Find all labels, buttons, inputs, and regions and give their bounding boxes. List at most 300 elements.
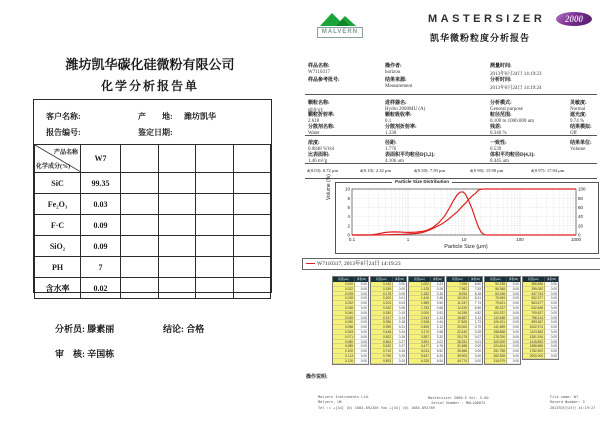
size-cell: 0.283 (371, 311, 393, 316)
component-value: 0.02 (81, 278, 121, 299)
size-cell: 2.518 (409, 320, 431, 325)
volume-cell: 0.00 (355, 320, 368, 325)
field-label: 样品参考批号: (308, 78, 340, 83)
volume-cell: 1.64 (431, 320, 444, 325)
size-cell: 5.637 (409, 354, 431, 359)
info-field (385, 123, 417, 136)
field-label: 残差: (490, 125, 502, 130)
analyst-label: 分析员: (55, 324, 85, 334)
info-field (308, 76, 340, 84)
info-field (385, 139, 397, 152)
size-header-cell: 粒径(μm) (333, 277, 355, 282)
volume-cell: 0.24 (393, 359, 406, 364)
field-label: 分散剂名称: (308, 125, 335, 130)
axis-tick-label: 2 (347, 223, 350, 229)
volume-cell: 0.24 (393, 330, 406, 335)
percentile-value: d(0.97): 17.84 μm (531, 168, 565, 173)
size-cell: 0.025 (333, 292, 355, 297)
field-value: Volume (570, 146, 586, 152)
empty-cell (196, 145, 234, 173)
field-label: 灵敏度: (570, 101, 587, 106)
size-cell: 282.508 (485, 354, 507, 359)
volume-cell: 0.00 (355, 340, 368, 345)
legend-text: W7110317, 2013年8月24日 14:19:23 (317, 261, 401, 267)
size-cell: 15.887 (447, 316, 469, 321)
volume-header-cell: 体积(%) (546, 278, 557, 281)
field-value: 0.0848 %Vol (308, 146, 335, 152)
size-table-group (522, 276, 559, 360)
volume-cell: 0.00 (545, 282, 558, 287)
volume-cell: 0.21 (393, 325, 406, 330)
footer-line: Record Number: 3 (550, 400, 585, 405)
axis-tick-label: 1 (406, 237, 410, 242)
info-field (490, 111, 534, 124)
volume-cell: 0.00 (393, 282, 406, 287)
info-field (490, 151, 535, 164)
size-cell: 0.056 (333, 325, 355, 330)
volume-cell: 0.00 (545, 311, 558, 316)
volume-cell: 0.00 (355, 282, 368, 287)
field-value: Normal (570, 106, 586, 112)
axis-tick-label: 100 (516, 237, 524, 242)
malvern-mountains-icon (316, 10, 364, 27)
volume-cell: 0.10 (393, 311, 406, 316)
size-cell: 2000.000 (523, 354, 545, 359)
axis-tick-label: 100 (578, 186, 586, 192)
volume-cell: 0.00 (545, 296, 558, 301)
size-cell: 56.368 (485, 287, 507, 292)
volume-cell: 0.00 (355, 349, 368, 354)
info-field (385, 76, 412, 89)
volume-cell: 0.00 (393, 287, 406, 292)
field-label: 结果单位: (570, 141, 592, 146)
footer-line: 2013年8月24日 14:19:27 (550, 405, 596, 410)
size-cell: 44.774 (447, 359, 469, 364)
volume-cell: 0.00 (545, 316, 558, 321)
size-table-group (446, 276, 483, 365)
volume-cell: 0.06 (393, 306, 406, 311)
info-field (385, 62, 402, 75)
volume-cell: 0.00 (355, 292, 368, 297)
size-cell: 709.627 (523, 311, 545, 316)
info-field (570, 99, 587, 112)
field-value: W7110317 (308, 69, 331, 75)
mastersizer-wordmark: MASTERSIZER (428, 13, 546, 25)
size-cell: 11.247 (447, 301, 469, 306)
size-cell: 251.785 (485, 349, 507, 354)
component-value: 7 (81, 257, 121, 278)
size-cell: 1261.915 (523, 335, 545, 340)
size-cell: 100.237 (485, 311, 507, 316)
diagonal-header-cell (35, 145, 81, 173)
chem-grid (34, 144, 271, 299)
field-label: 径距: (385, 141, 397, 146)
axis-tick-label: 0.1 (348, 237, 356, 242)
field-value: 8.445 um (490, 158, 509, 164)
field-label: 操作者: (385, 64, 402, 69)
volume-cell: 0.50 (431, 301, 444, 306)
axis-tick-label: 1000 (570, 237, 582, 242)
footer-line: Malvern, UK (318, 400, 342, 405)
volume-cell: 0.00 (507, 306, 520, 311)
chart-x-axis-label: Particle Size (μm) (444, 244, 488, 250)
size-cell: 399.052 (523, 287, 545, 292)
size-cell: 0.252 (371, 306, 393, 311)
volume-cell: 1.73 (469, 320, 482, 325)
size-table-group (484, 276, 521, 365)
field-value: 0.539 (490, 146, 502, 152)
size-cell: 1.125 (409, 287, 431, 292)
field-value: 4.106 um (385, 158, 404, 164)
axis-tick-label: 80 (578, 195, 584, 201)
volume-cell: 0.07 (469, 335, 482, 340)
size-cell: 224.404 (485, 344, 507, 349)
volume-cell: 0.00 (393, 292, 406, 297)
volume-cell: 0.00 (355, 354, 368, 359)
malvern-wordmark: MALVERN (317, 27, 363, 38)
volume-cell: 0.00 (355, 301, 368, 306)
volume-cell: 0.00 (545, 335, 558, 340)
size-cell: 39.905 (447, 354, 469, 359)
volume-cell: 0.00 (545, 287, 558, 292)
origin-value: 潍坊凯华 (184, 112, 216, 121)
table-row (35, 194, 271, 215)
component-value: 0.03 (81, 194, 121, 215)
info-field (308, 62, 330, 75)
size-cell: 126.191 (485, 320, 507, 325)
component-name: 含水率 (35, 278, 81, 299)
volume-cell: 7.53 (469, 287, 482, 292)
volume-cell: 3.32 (431, 335, 444, 340)
size-header-cell: 粒径(μm) (447, 277, 469, 282)
volume-cell: 8.18 (469, 292, 482, 297)
field-value: Off (570, 130, 577, 136)
volume-cell: 0.00 (507, 296, 520, 301)
volume-header-cell: 体积(%) (356, 278, 367, 281)
volume-cell: 0.18 (393, 320, 406, 325)
info-field (490, 62, 542, 77)
component-value: 99.35 (81, 173, 121, 194)
size-cell: 50.238 (485, 282, 507, 287)
size-cell: 1002.374 (523, 325, 545, 330)
size-cell: 2.244 (409, 316, 431, 321)
size-cell: 0.063 (333, 330, 355, 335)
size-cell: 1.002 (409, 282, 431, 287)
axis-tick-label: 10 (461, 237, 467, 242)
volume-cell: 0.00 (355, 330, 368, 335)
size-cell: 200.000 (485, 340, 507, 345)
size-table-group (370, 276, 407, 365)
axis-tick-label: 10 (344, 186, 350, 192)
field-label: 浓度: (308, 141, 320, 146)
volume-cell: 0.00 (545, 306, 558, 311)
size-cell: 1.262 (409, 292, 431, 297)
chem-report-table (33, 99, 272, 293)
volume-cell: 0.00 (355, 311, 368, 316)
size-cell: 0.022 (333, 287, 355, 292)
size-cell: 0.020 (333, 282, 355, 287)
footer-line: Malvern Instruments Ltd. (318, 395, 370, 399)
volume-cell: 0.00 (507, 287, 520, 292)
volume-cell: 0.00 (507, 335, 520, 340)
table-row (35, 278, 271, 299)
size-cell: 178.250 (485, 335, 507, 340)
volume-cell: 0.26 (431, 287, 444, 292)
size-cell: 2.825 (409, 325, 431, 330)
axis-tick-label: 60 (578, 205, 584, 210)
size-cell: 8.934 (447, 292, 469, 297)
chart-y-axis-label: Volume (%) (326, 174, 332, 200)
size-cell: 6.325 (409, 359, 431, 364)
field-value: horizon (385, 69, 401, 75)
size-cell: 0.448 (371, 330, 393, 335)
volume-cell: 2.68 (431, 330, 444, 335)
volume-cell: 3.13 (469, 316, 482, 321)
volume-cell: 0.00 (355, 316, 368, 321)
size-cell: 3.991 (409, 340, 431, 345)
field-value: 2013年8月24日 14:19:24 (490, 85, 542, 91)
volume-cell: 0.00 (355, 296, 368, 301)
volume-cell: 0.00 (507, 340, 520, 345)
size-table-row (485, 359, 520, 364)
field-value: 0.346 % (490, 130, 507, 136)
footer-version-block (428, 396, 489, 407)
volume-header-cell: 体积(%) (470, 278, 481, 281)
info-field (385, 151, 435, 164)
size-cell: 0.080 (333, 340, 355, 345)
volume-cell: 0.68 (431, 306, 444, 311)
size-cell: 35.566 (447, 349, 469, 354)
volume-cell: 0.00 (355, 344, 368, 349)
size-cell: 0.317 (371, 316, 393, 321)
field-value: 碳化硅 (308, 108, 324, 114)
axis-tick-label: 4 (347, 214, 350, 220)
chart-curve (352, 189, 576, 235)
volume-cell: 0.00 (507, 292, 520, 297)
volume-cell: 4.02 (431, 340, 444, 345)
size-cell: 25.179 (447, 335, 469, 340)
volume-cell: 0.00 (545, 340, 558, 345)
mastersizer-2000-badge: 2000 (556, 12, 592, 26)
size-header-cell: 粒径(μm) (523, 277, 545, 282)
empty-cell (121, 145, 159, 173)
field-value: 1.776 (385, 146, 397, 152)
volume-header-cell: 体积(%) (432, 278, 443, 281)
volume-cell: 8.31 (469, 296, 482, 301)
size-cell: 0.142 (371, 282, 393, 287)
size-cell: 0.100 (333, 349, 355, 354)
volume-cell: 6.26 (431, 354, 444, 359)
volume-cell: 0.00 (355, 325, 368, 330)
volume-cell: 0.00 (545, 301, 558, 306)
size-cell: 158.866 (485, 330, 507, 335)
percentile-value: d(0.50): 7.59 μm (414, 168, 446, 173)
volume-cell: 0.00 (469, 354, 482, 359)
field-label: 颗粒吸收率: (385, 113, 412, 118)
size-cell: 14.159 (447, 311, 469, 316)
volume-cell: 0.14 (393, 316, 406, 321)
product-name-cell: W7 (81, 145, 121, 173)
volume-cell: 5.52 (431, 349, 444, 354)
volume-cell: 0.00 (355, 359, 368, 364)
empty-cell (158, 145, 196, 173)
volume-cell: 0.00 (355, 306, 368, 311)
size-cell: 0.356 (371, 320, 393, 325)
size-cell: 22.440 (447, 330, 469, 335)
field-label: 表面积平均粒径D[3,2]: (385, 153, 435, 158)
volume-header-cell: 体积(%) (394, 278, 405, 281)
diag-top-label: 产品名称 (53, 150, 78, 156)
field-value: 9.74 % (570, 118, 585, 124)
volume-cell: 0.79 (469, 325, 482, 330)
volume-cell: 2.12 (431, 325, 444, 330)
legend-line-sample (306, 263, 315, 264)
volume-cell: 0.00 (507, 301, 520, 306)
field-value: 1.330 (385, 130, 397, 136)
divider-line (305, 163, 597, 165)
volume-cell: 0.00 (469, 344, 482, 349)
empty-cell (233, 145, 271, 173)
size-cell: 0.040 (333, 311, 355, 316)
volume-cell: 6.60 (469, 282, 482, 287)
size-cell: 3.557 (409, 335, 431, 340)
footer-line: File name: W7 (550, 395, 579, 399)
volume-cell: 0.01 (393, 296, 406, 301)
size-cell: 355.656 (523, 282, 545, 287)
volume-cell: 0.00 (507, 320, 520, 325)
size-cell: 70.963 (485, 296, 507, 301)
size-cell: 1.416 (409, 296, 431, 301)
size-cell: 12.619 (447, 306, 469, 311)
footer-file-block (550, 395, 595, 411)
volume-cell: 0.00 (545, 320, 558, 325)
volume-cell: 0.00 (469, 349, 482, 354)
size-cell: 0.224 (371, 301, 393, 306)
conclusion-line (163, 322, 204, 335)
volume-cell: 0.27 (393, 340, 406, 345)
size-cell: 447.744 (523, 292, 545, 297)
volume-header-cell: 体积(%) (508, 278, 519, 281)
axis-tick-label: 20 (578, 223, 584, 229)
size-cell: 0.200 (371, 296, 393, 301)
size-cell: 0.036 (333, 306, 355, 311)
conclusion-value: 合格 (186, 324, 205, 334)
origin-label: 产 地: (138, 112, 173, 121)
info-field (385, 111, 412, 124)
volume-cell: 0.38 (431, 296, 444, 301)
footer-line: Tel := +[44] (0) 1684-892456 Fax +[44] (0) 1684-892789 (318, 405, 435, 410)
table-row (35, 215, 271, 236)
field-label: 分析时间: (490, 78, 512, 83)
volume-cell: 0.03 (393, 301, 406, 306)
axis-tick-label: 0 (578, 232, 581, 238)
volume-cell: 0.00 (507, 316, 520, 321)
volume-cell: 0.27 (393, 344, 406, 349)
chart-title: Particle Size Distribution (392, 179, 452, 184)
field-value: General purpose (490, 106, 523, 112)
report-no-label: 报告编号: (46, 128, 81, 137)
info-field (570, 139, 592, 152)
info-field (570, 123, 592, 136)
size-cell: 20.000 (447, 325, 469, 330)
info-field (385, 99, 425, 112)
volume-cell: 0.00 (507, 330, 520, 335)
axis-tick-label: 40 (578, 214, 584, 220)
volume-cell: 0.00 (507, 311, 520, 316)
size-cell: 0.045 (333, 316, 355, 321)
size-cell: 28.251 (447, 340, 469, 345)
field-value: 0.1 (385, 118, 392, 124)
size-cell: 1415.892 (523, 340, 545, 345)
reviewer-label: 审 核: (55, 349, 85, 359)
percentile-value: d(0.03): 0.72 μm (307, 168, 339, 173)
size-cell: 79.621 (485, 301, 507, 306)
field-label: 进样器名: (385, 101, 407, 106)
volume-cell: 4.76 (431, 344, 444, 349)
volume-cell: 7.74 (469, 301, 482, 306)
volume-cell: 0.00 (507, 354, 520, 359)
size-cell: 4.477 (409, 344, 431, 349)
chart-canvas (336, 183, 598, 253)
diag-bottom-label: 化学成分(%) (36, 164, 70, 170)
particle-report-title: 凯华微粉粒度分析报告 (430, 33, 531, 43)
table-row (35, 236, 271, 257)
volume-cell: 0.00 (507, 325, 520, 330)
percentile-value: d(0.10): 2.32 μm (360, 168, 392, 173)
size-cell: 502.377 (523, 296, 545, 301)
size-cell: 796.214 (523, 316, 545, 321)
size-cell: 0.893 (371, 359, 393, 364)
reviewer-line (55, 347, 114, 360)
size-cell: 2.000 (409, 311, 431, 316)
info-field (490, 139, 507, 152)
field-value: 2.618 (308, 118, 320, 124)
size-table-row (447, 359, 482, 364)
info-field (308, 151, 330, 164)
notes-label: 操作说明: (306, 375, 328, 380)
component-name: PH (35, 257, 81, 278)
field-label: 一致性: (490, 141, 507, 146)
size-cell: 0.710 (371, 349, 393, 354)
field-value: 2013年8月24日 14:19:23 (490, 71, 542, 77)
field-label: 测量时间: (490, 64, 512, 69)
date-label: 鉴定日期: (138, 128, 173, 137)
volume-cell: 1.24 (431, 316, 444, 321)
field-label: 样品名称: (308, 64, 330, 69)
divider-line (305, 94, 597, 96)
analyst-name: 滕素丽 (87, 324, 115, 334)
size-cell: 1124.683 (523, 330, 545, 335)
volume-cell: 0.00 (507, 359, 520, 364)
volume-cell: 0.00 (545, 292, 558, 297)
size-cell: 893.367 (523, 320, 545, 325)
volume-cell: 0.28 (469, 330, 482, 335)
component-value: 0.09 (81, 215, 121, 236)
customer-label: 客户名称: (46, 112, 81, 121)
volume-cell: 0.00 (469, 359, 482, 364)
size-cell: 112.468 (485, 316, 507, 321)
volume-cell: 0.00 (507, 282, 520, 287)
volume-cell: 0.00 (545, 349, 558, 354)
size-cell: 10.024 (447, 296, 469, 301)
field-value: Water (308, 130, 320, 136)
volume-cell: 0.26 (393, 335, 406, 340)
field-value: 1.46 m²/g (308, 158, 328, 164)
field-label: 结果来源: (385, 78, 407, 83)
size-cell: 0.178 (371, 292, 393, 297)
info-field (490, 123, 507, 136)
size-table-row (523, 354, 558, 359)
